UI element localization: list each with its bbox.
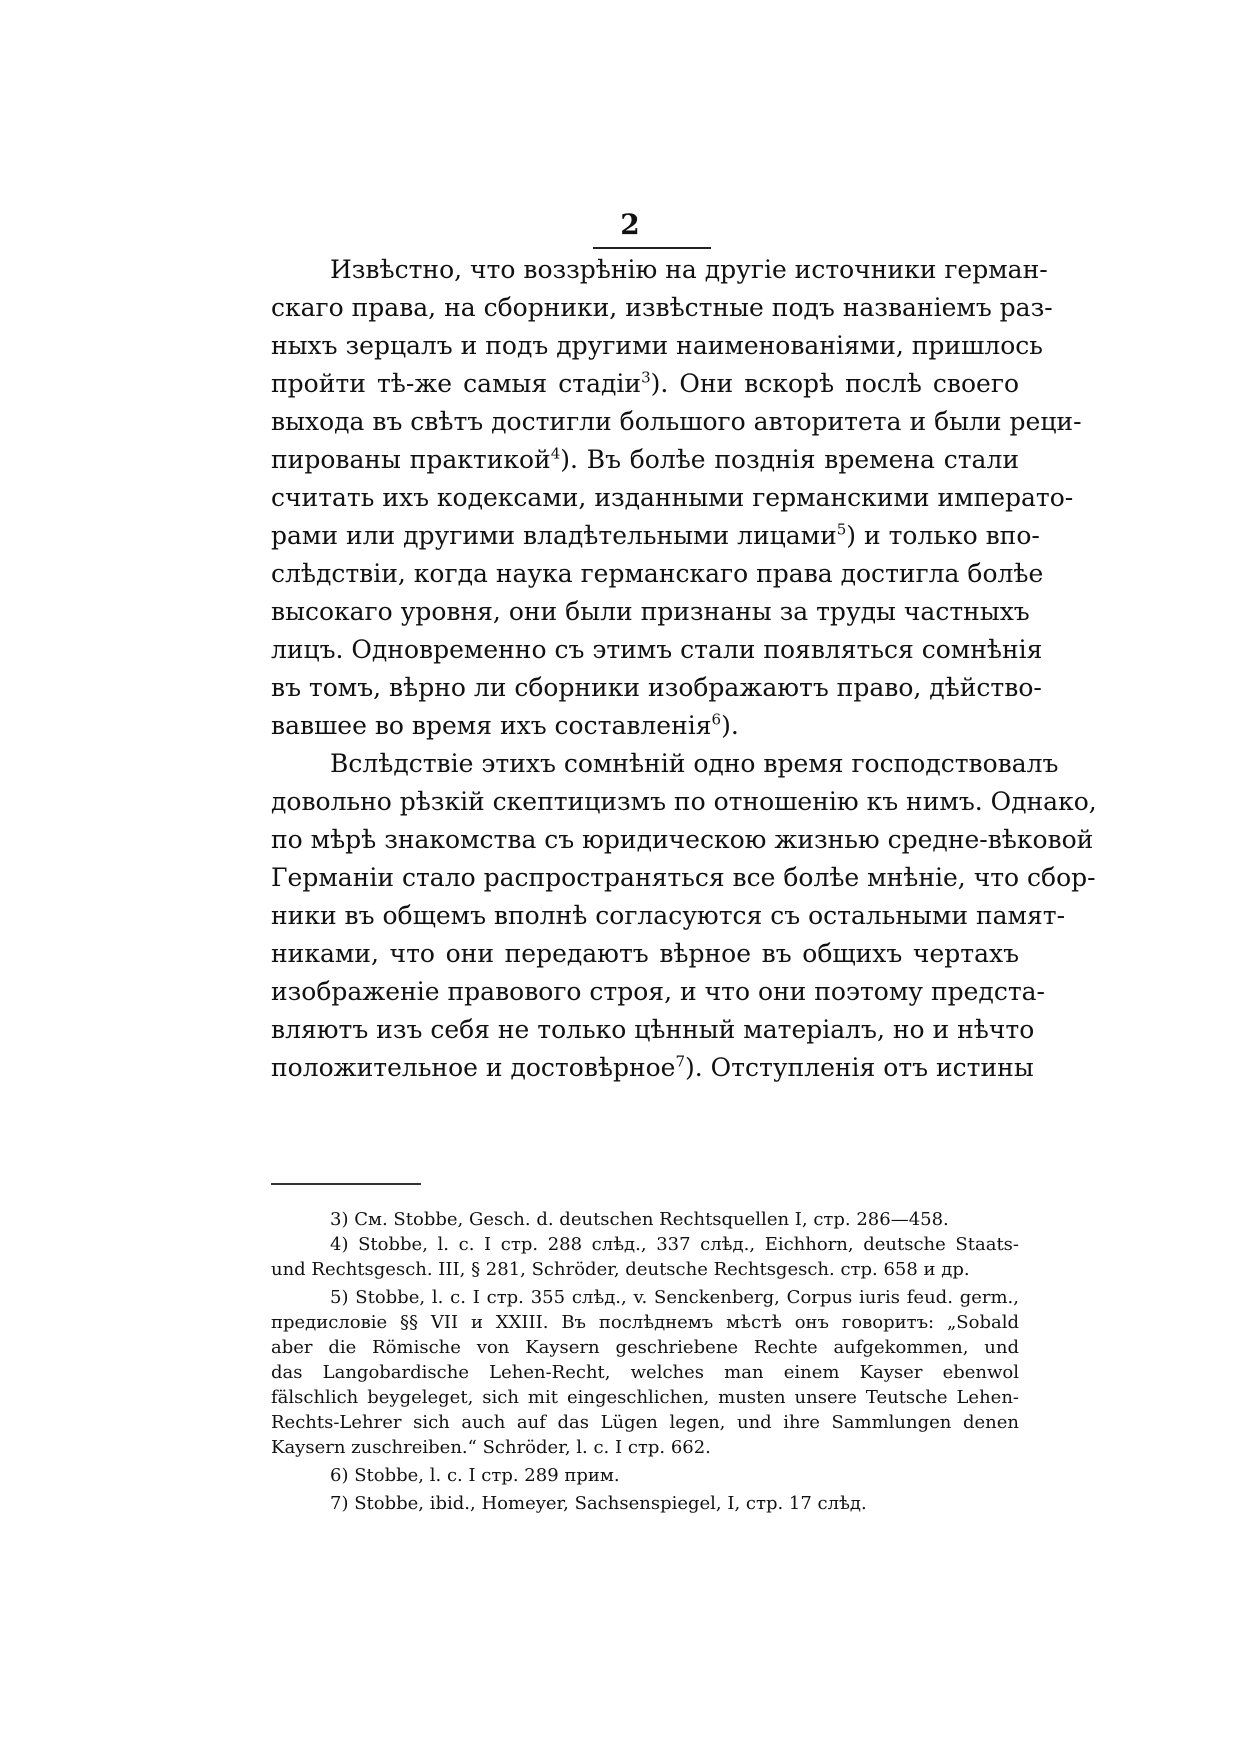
footnote-line: Rechts-Lehrer sich auch auf das Lügen legen, und ihre Sammlungen denen — [271, 1412, 1019, 1433]
text-line: ники въ общемъ вполнѣ согласуются съ остальными памят- — [271, 901, 1066, 930]
text-line: считать ихъ кодексами, изданными германскими императо- — [271, 483, 1074, 512]
page-number: 2 — [620, 208, 640, 241]
footnote-line: 3) См. Stobbe, Gesch. d. deutschen Rechtsquellen I, стр. 286—458. — [330, 1209, 949, 1230]
text-line: въ томъ, вѣрно ли сборники изображаютъ право, дѣйство- — [271, 673, 1042, 702]
footnote-line: 5) Stobbe, l. c. I стр. 355 слѣд., v. Senckenberg, Corpus iuris feud. germ., — [330, 1287, 1019, 1308]
text-line: пройти тѣ-же самыя стадіи$^3$). Они вскорѣ послѣ своего — [271, 368, 1020, 398]
footnote-line: das Langobardische Lehen-Recht, welches man einem Kayser ebenwol — [271, 1362, 1019, 1383]
footnote-ref[interactable]: 4 — [550, 444, 561, 463]
text-line: положительное и достовѣрное$^7$). Отступленія отъ истины — [271, 1052, 1034, 1082]
text-line: высокаго уровня, они были признаны за труды частныхъ — [271, 597, 1030, 626]
text-line: вавшее во время ихъ составленія$^6$). — [271, 710, 739, 740]
text-line: пированы практикой$^4$). Въ болѣе позднія времена стали — [271, 444, 1019, 474]
text-line: вляютъ изъ себя не только цѣнный матеріалъ, но и нѣчто — [271, 1015, 1035, 1044]
text-line: Извѣстно, что воззрѣнію на другіе источники герман- — [330, 255, 1048, 284]
footnote-line: und Rechtsgesch. III, § 281, Schröder, deutsche Rechtsgesch. стр. 658 и др. — [271, 1259, 970, 1280]
footnote-rule — [271, 1183, 421, 1185]
footnote-line: aber die Römische von Kaysern geschriebene Rechte aufgekommen, und — [271, 1337, 1019, 1358]
text-line: ныхъ зерцалъ и подъ другими наименованіями, пришлось — [271, 331, 1043, 360]
text-line: выхода въ свѣтъ достигли большого авторитета и были реци- — [271, 407, 1082, 436]
footnote-line: 7) Stobbe, ibid., Homeyer, Sachsenspiegel, I, стр. 17 слѣд. — [330, 1493, 867, 1514]
text-line: никами, что они передаютъ вѣрное въ общихъ чертахъ — [271, 939, 1019, 968]
text-line: довольно рѣзкій скептицизмъ по отношенію къ нимъ. Однако, — [271, 787, 1097, 816]
footnote-line: 4) Stobbe, l. c. I стр. 288 слѣд., 337 слѣд., Eichhorn, deutsche Staats- — [330, 1234, 1019, 1255]
footnote-line: 6) Stobbe, l. c. I стр. 289 прим. — [330, 1465, 620, 1486]
text-line: Германіи стало распространяться все болѣе мнѣніе, что сбор- — [271, 863, 1096, 892]
page-number-rule — [593, 247, 711, 249]
footnote-ref[interactable]: 7 — [675, 1052, 686, 1071]
text-line: Вслѣдствіе этихъ сомнѣній одно время господствовалъ — [330, 749, 1059, 778]
footnote-ref[interactable]: 6 — [711, 710, 722, 729]
text-line: рами или другими владѣтельными лицами$^5$) и только впо- — [271, 520, 1040, 550]
footnote-line: fälschlich beygeleget, sich mit eingeschlichen, musten unsere Teutsche Lehen- — [271, 1387, 1019, 1408]
footnote-ref[interactable]: 5 — [836, 520, 847, 539]
text-line: слѣдствіи, когда наука германскаго права достигла болѣе — [271, 559, 1044, 588]
footnote-ref[interactable]: 3 — [641, 368, 651, 387]
footnote-line: предисловіе §§ VII и XXIII. Въ послѣднемъ мѣстѣ онъ говоритъ: „Sobald — [271, 1312, 1019, 1333]
text-line: лицъ. Одновременно съ этимъ стали появляться сомнѣнія — [271, 635, 1043, 664]
text-line: по мѣрѣ знакомства съ юридическою жизнью средне-вѣковой — [271, 825, 1094, 854]
text-line: изображеніе правового строя, и что они поэтому предста- — [271, 977, 1045, 1006]
text-line: скаго права, на сборники, извѣстные подъ названіемъ раз- — [271, 293, 1053, 322]
footnote-line: Kaysern zuschreiben.“ Schröder, l. c. I стр. 662. — [271, 1437, 711, 1458]
